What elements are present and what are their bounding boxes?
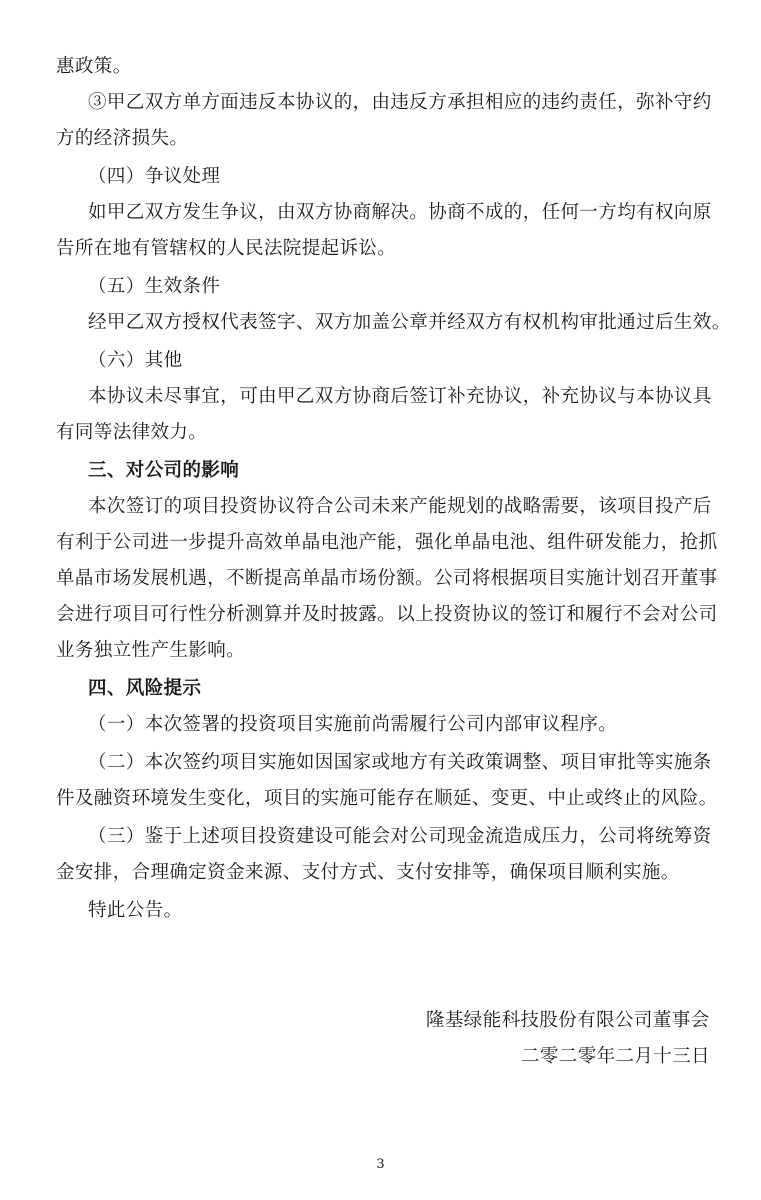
risk-item-3-line-2: 金安排，合理确定资金来源、支付方式、支付安排等，确保项目顺利实施。 (56, 862, 680, 883)
impact-text-line-4: 会进行项目可行性分析测算并及时披露。以上投资协议的签订和履行不会对公司 (56, 604, 718, 625)
heading-effective-conditions: （五）生效条件 (88, 276, 221, 297)
section-heading-risk: 四、风险提示 (88, 678, 202, 699)
section-heading-impact: 三、对公司的影响 (88, 460, 240, 481)
risk-item-1: （一）本次签署的投资项目实施前尚需履行公司内部审议程序。 (88, 714, 618, 735)
page-number: 3 (376, 1157, 385, 1172)
others-text-line-1: 本协议未尽事宜，可由甲乙双方协商后签订补充协议，补充协议与本协议具 (88, 386, 712, 407)
risk-item-3-line-1: （三）鉴于上述项目投资建设可能会对公司现金流造成压力，公司将统筹资 (88, 826, 712, 847)
risk-item-2-line-2: 件及融资环境发生变化，项目的实施可能存在顺延、变更、中止或终止的风险。 (56, 788, 718, 809)
dispute-text-line-2: 告所在地有管辖权的人民法院提起诉讼。 (56, 238, 397, 259)
clause-breach-line-1: ③甲乙双方单方面违反本协议的，由违反方承担相应的违约责任，弥补守约 (88, 92, 712, 113)
clause-breach-line-2: 方的经济损失。 (56, 128, 189, 149)
risk-item-2-line-1: （二）本次签约项目实施如因国家或地方有关政策调整、项目审批等实施条 (88, 752, 712, 773)
others-text-line-2: 有同等法律效力。 (56, 422, 208, 443)
effective-conditions-text: 经甲乙双方授权代表签字、双方加盖公章并经双方有权机构审批通过后生效。 (88, 312, 731, 333)
paragraph-continuation: 惠政策。 (56, 56, 132, 77)
heading-others: （六）其他 (88, 350, 183, 371)
heading-dispute-resolution: （四）争议处理 (88, 166, 221, 187)
signature-company: 隆基绿能科技股份有限公司董事会 (426, 1010, 710, 1031)
announcement-closing: 特此公告。 (88, 900, 183, 921)
impact-text-line-2: 有利于公司进一步提升高效单晶电池产能，强化单晶电池、组件研发能力，抢抓 (56, 532, 718, 553)
signature-date: 二零二零年二月十三日 (521, 1046, 711, 1067)
dispute-text-line-1: 如甲乙双方发生争议，由双方协商解决。协商不成的，任何一方均有权向原 (88, 202, 712, 223)
impact-text-line-5: 业务独立性产生影响。 (56, 640, 246, 661)
impact-text-line-3: 单晶市场发展机遇，不断提高单晶市场份额。公司将根据项目实施计划召开董事 (56, 568, 718, 589)
impact-text-line-1: 本次签订的项目投资协议符合公司未来产能规划的战略需要，该项目投产后 (88, 496, 712, 517)
